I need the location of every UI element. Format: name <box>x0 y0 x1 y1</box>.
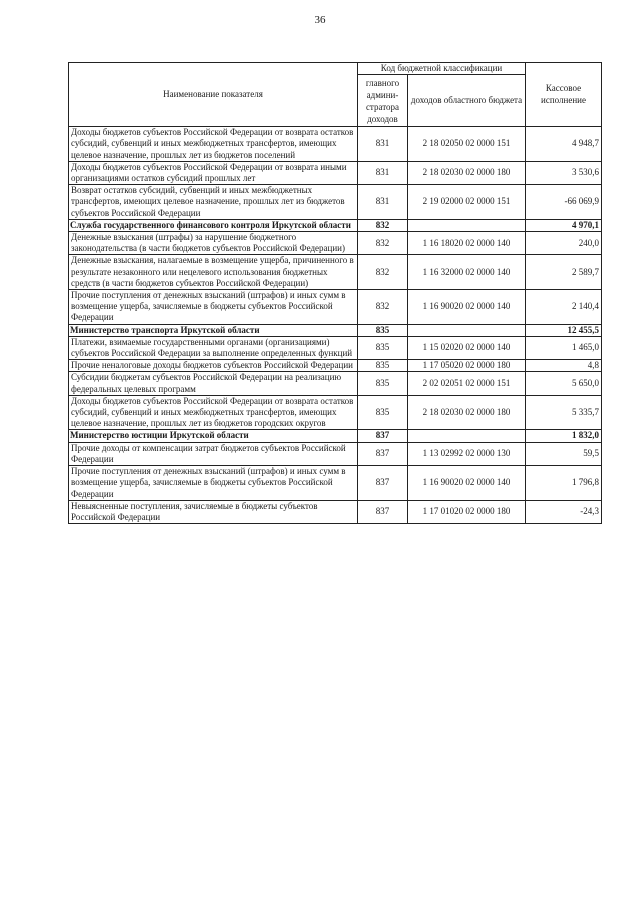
row-name-cell: Министерство юстиции Иркутской области <box>69 430 358 442</box>
header-code-group: Код бюджетной классификации <box>358 63 526 75</box>
table-row <box>69 185 602 220</box>
row-amount-cell: 1 796,8 <box>526 466 602 501</box>
row-amount-cell: -24,3 <box>526 500 602 523</box>
table-row <box>69 127 602 162</box>
row-amount-cell: 2 589,7 <box>526 255 602 290</box>
table-row <box>69 290 602 325</box>
row-income-code-cell <box>408 324 526 336</box>
row-name-cell: Прочие доходы от компенсации затрат бюджетов субъектов Российской Федерации <box>69 442 358 465</box>
row-name-cell: Субсидии бюджетам субъектов Российской Федерации на реализацию федеральных целевых программ <box>69 372 358 395</box>
row-income-code-cell: 1 17 05020 02 0000 180 <box>408 360 526 372</box>
row-income-code-cell: 1 16 18020 02 0000 140 <box>408 232 526 255</box>
row-admin-code-cell: 837 <box>358 430 408 442</box>
row-amount-cell: 2 140,4 <box>526 290 602 325</box>
row-amount-cell: 240,0 <box>526 232 602 255</box>
row-income-code-cell: 2 18 02030 02 0000 180 <box>408 161 526 184</box>
row-admin-code-cell: 837 <box>358 442 408 465</box>
table-row <box>69 466 602 501</box>
header-name: Наименование показателя <box>69 63 358 127</box>
row-admin-code-cell: 837 <box>358 500 408 523</box>
row-income-code-cell: 1 17 01020 02 0000 180 <box>408 500 526 523</box>
header-income: доходов областного бюджета <box>408 75 526 127</box>
row-name-cell: Прочие поступления от денежных взысканий (штрафов) и иных сумм в возмещение ущерба, зачисляемые в бюджеты субъектов Российской Федерации <box>69 290 358 325</box>
page-number: 36 <box>314 14 326 26</box>
table-row <box>69 360 602 372</box>
row-admin-code-cell: 835 <box>358 360 408 372</box>
section-row <box>69 430 602 442</box>
table-row <box>69 500 602 523</box>
row-name-cell: Возврат остатков субсидий, субвенций и иных межбюджетных трансфертов, имеющих целевое назначение, прошлых лет из бюджетов субъектов Российской Федерации <box>69 185 358 220</box>
table-row <box>69 395 602 430</box>
row-admin-code-cell: 831 <box>358 127 408 162</box>
table-row <box>69 372 602 395</box>
row-name-cell: Служба государственного финансового контроля Иркутской области <box>69 219 358 231</box>
row-income-code-cell: 2 02 02051 02 0000 151 <box>408 372 526 395</box>
header-row-top <box>69 63 602 75</box>
row-income-code-cell: 2 18 02050 02 0000 151 <box>408 127 526 162</box>
row-amount-cell: 5 650,0 <box>526 372 602 395</box>
row-name-cell: Доходы бюджетов субъектов Российской Федерации от возврата остатков субсидий, субвенций и иных межбюджетных трансфертов, имеющих целевое назначение, прошлых лет из бюджетов городских округов <box>69 395 358 430</box>
row-income-code-cell <box>408 219 526 231</box>
row-admin-code-cell: 835 <box>358 395 408 430</box>
row-admin-code-cell: 832 <box>358 290 408 325</box>
row-name-cell: Денежные взыскания, налагаемые в возмещение ущерба, причиненного в результате незаконного или нецелевого использования бюджетных средств (в части бюджетов субъектов Российской Федерации) <box>69 255 358 290</box>
row-name-cell: Доходы бюджетов субъектов Российской Федерации от возврата остатков субсидий, субвенций и иных межбюджетных трансфертов, имеющих целевое назначение, прошлых лет из бюджетов поселений <box>69 127 358 162</box>
row-amount-cell: 4,8 <box>526 360 602 372</box>
row-admin-code-cell: 835 <box>358 372 408 395</box>
row-admin-code-cell: 832 <box>358 255 408 290</box>
row-admin-code-cell: 837 <box>358 466 408 501</box>
table-header <box>69 63 602 127</box>
row-amount-cell: 12 455,5 <box>526 324 602 336</box>
row-admin-code-cell: 832 <box>358 232 408 255</box>
row-admin-code-cell: 831 <box>358 161 408 184</box>
row-income-code-cell: 1 16 32000 02 0000 140 <box>408 255 526 290</box>
row-income-code-cell <box>408 430 526 442</box>
table-row <box>69 161 602 184</box>
row-income-code-cell: 1 16 90020 02 0000 140 <box>408 290 526 325</box>
header-execution: Кассовое исполнение <box>526 63 602 127</box>
section-row <box>69 324 602 336</box>
section-row <box>69 219 602 231</box>
row-admin-code-cell: 831 <box>358 185 408 220</box>
row-name-cell: Доходы бюджетов субъектов Российской Федерации от возврата иными организациями остатков субсидий прошлых лет <box>69 161 358 184</box>
row-amount-cell: -66 069,9 <box>526 185 602 220</box>
budget-execution-table <box>68 62 602 524</box>
row-amount-cell: 59,5 <box>526 442 602 465</box>
row-name-cell: Прочие поступления от денежных взысканий (штрафов) и иных сумм в возмещение ущерба, зачисляемые в бюджеты субъектов Российской Федерации <box>69 466 358 501</box>
row-amount-cell: 3 530,6 <box>526 161 602 184</box>
row-income-code-cell: 1 15 02020 02 0000 140 <box>408 336 526 359</box>
row-amount-cell: 4 970,1 <box>526 219 602 231</box>
row-admin-code-cell: 835 <box>358 336 408 359</box>
row-name-cell: Денежные взыскания (штрафы) за нарушение бюджетного законодательства (в части бюджетов субъектов Российской Федерации) <box>69 232 358 255</box>
row-name-cell: Невыясненные поступления, зачисляемые в бюджеты субъектов Российской Федерации <box>69 500 358 523</box>
budget-table-container <box>68 62 601 524</box>
row-income-code-cell: 1 16 90020 02 0000 140 <box>408 466 526 501</box>
row-income-code-cell: 1 13 02992 02 0000 130 <box>408 442 526 465</box>
row-income-code-cell: 2 19 02000 02 0000 151 <box>408 185 526 220</box>
row-amount-cell: 4 948,7 <box>526 127 602 162</box>
table-row <box>69 255 602 290</box>
row-name-cell: Платежи, взимаемые государственными органами (организациями) субъектов Российской Федерации за выполнение определенных функций <box>69 336 358 359</box>
table-row <box>69 232 602 255</box>
row-amount-cell: 5 335,7 <box>526 395 602 430</box>
table-body <box>69 127 602 524</box>
row-income-code-cell: 2 18 02030 02 0000 180 <box>408 395 526 430</box>
row-admin-code-cell: 835 <box>358 324 408 336</box>
row-name-cell: Министерство транспорта Иркутской области <box>69 324 358 336</box>
row-name-cell: Прочие неналоговые доходы бюджетов субъектов Российской Федерации <box>69 360 358 372</box>
header-admin: главного админи-стратора доходов <box>358 75 408 127</box>
table-row <box>69 336 602 359</box>
row-admin-code-cell: 832 <box>358 219 408 231</box>
row-amount-cell: 1 465,0 <box>526 336 602 359</box>
table-row <box>69 442 602 465</box>
row-amount-cell: 1 832,0 <box>526 430 602 442</box>
